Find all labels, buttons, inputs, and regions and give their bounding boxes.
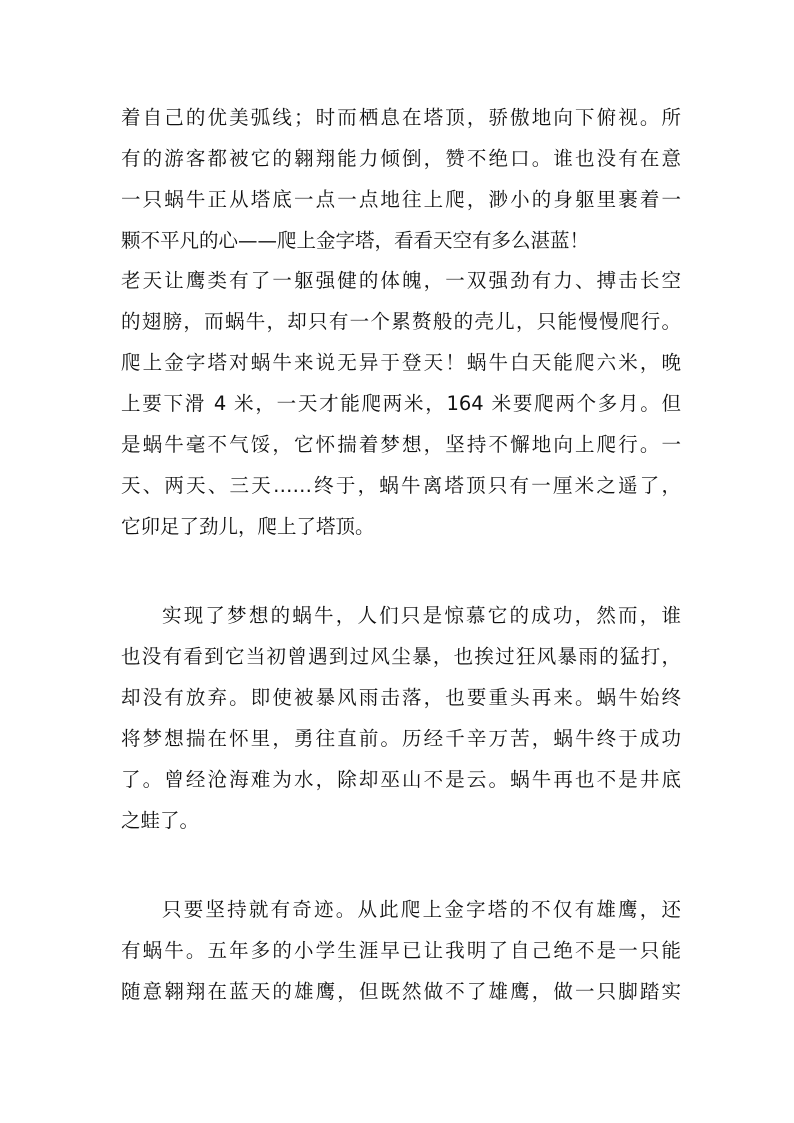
text-line: 上要下滑 4 米，一天才能爬两米，164 米要爬两个多月。但 [121, 392, 681, 415]
text-line: 实现了梦想的蜗牛，人们只是惊慕它的成功，然而，谁 [162, 604, 681, 627]
text-line: 有蜗牛。五年多的小学生涯早已让我明了自己绝不是一只能 [121, 939, 681, 962]
text-line: 随意翱翔在蓝天的雄鹰，但既然做不了雄鹰，做一只脚踏实 [121, 980, 681, 1003]
text-line: 天、两天、三天……终于，蜗牛离塔顶只有一厘米之遥了， [121, 474, 681, 497]
text-line: 颗不平凡的心——爬上金字塔，看看天空有多么湛蓝！ [121, 229, 590, 252]
text-line: 着自己的优美弧线；时而栖息在塔顶，骄傲地向下俯视。所 [121, 106, 681, 129]
text-line: 爬上金字塔对蜗牛来说无异于登天！蜗牛白天能爬六米，晚 [121, 351, 681, 374]
text-line: 却没有放弃。即使被暴风雨击落，也要重头再来。蜗牛始终 [121, 686, 681, 709]
text-line: 有的游客都被它的翱翔能力倾倒，赞不绝口。谁也没有在意 [121, 147, 681, 170]
text-line: 老天让鹰类有了一躯强健的体魄，一双强劲有力、搏击长空 [121, 269, 681, 292]
text-line: 的翅膀，而蜗牛，却只有一个累赘般的壳儿，只能慢慢爬行。 [121, 310, 681, 333]
text-line: 将梦想揣在怀里，勇往直前。历经千辛万苦，蜗牛终于成功 [121, 727, 681, 750]
text-line: 是蜗牛毫不气馁，它怀揣着梦想，坚持不懈地向上爬行。一 [121, 433, 681, 456]
text-line: 了。曾经沧海难为水，除却巫山不是云。蜗牛再也不是井底 [121, 768, 681, 791]
text-line: 只要坚持就有奇迹。从此爬上金字塔的不仅有雄鹰，还 [162, 898, 681, 921]
text-line: 也没有看到它当初曾遇到过风尘暴，也挨过狂风暴雨的猛打， [121, 645, 681, 668]
text-line: 一只蜗牛正从塔底一点一点地往上爬，渺小的身躯里裹着一 [121, 188, 681, 211]
text-line: 之蛙了。 [121, 809, 200, 832]
text-line: 它卯足了劲儿，爬上了塔顶。 [121, 515, 375, 538]
